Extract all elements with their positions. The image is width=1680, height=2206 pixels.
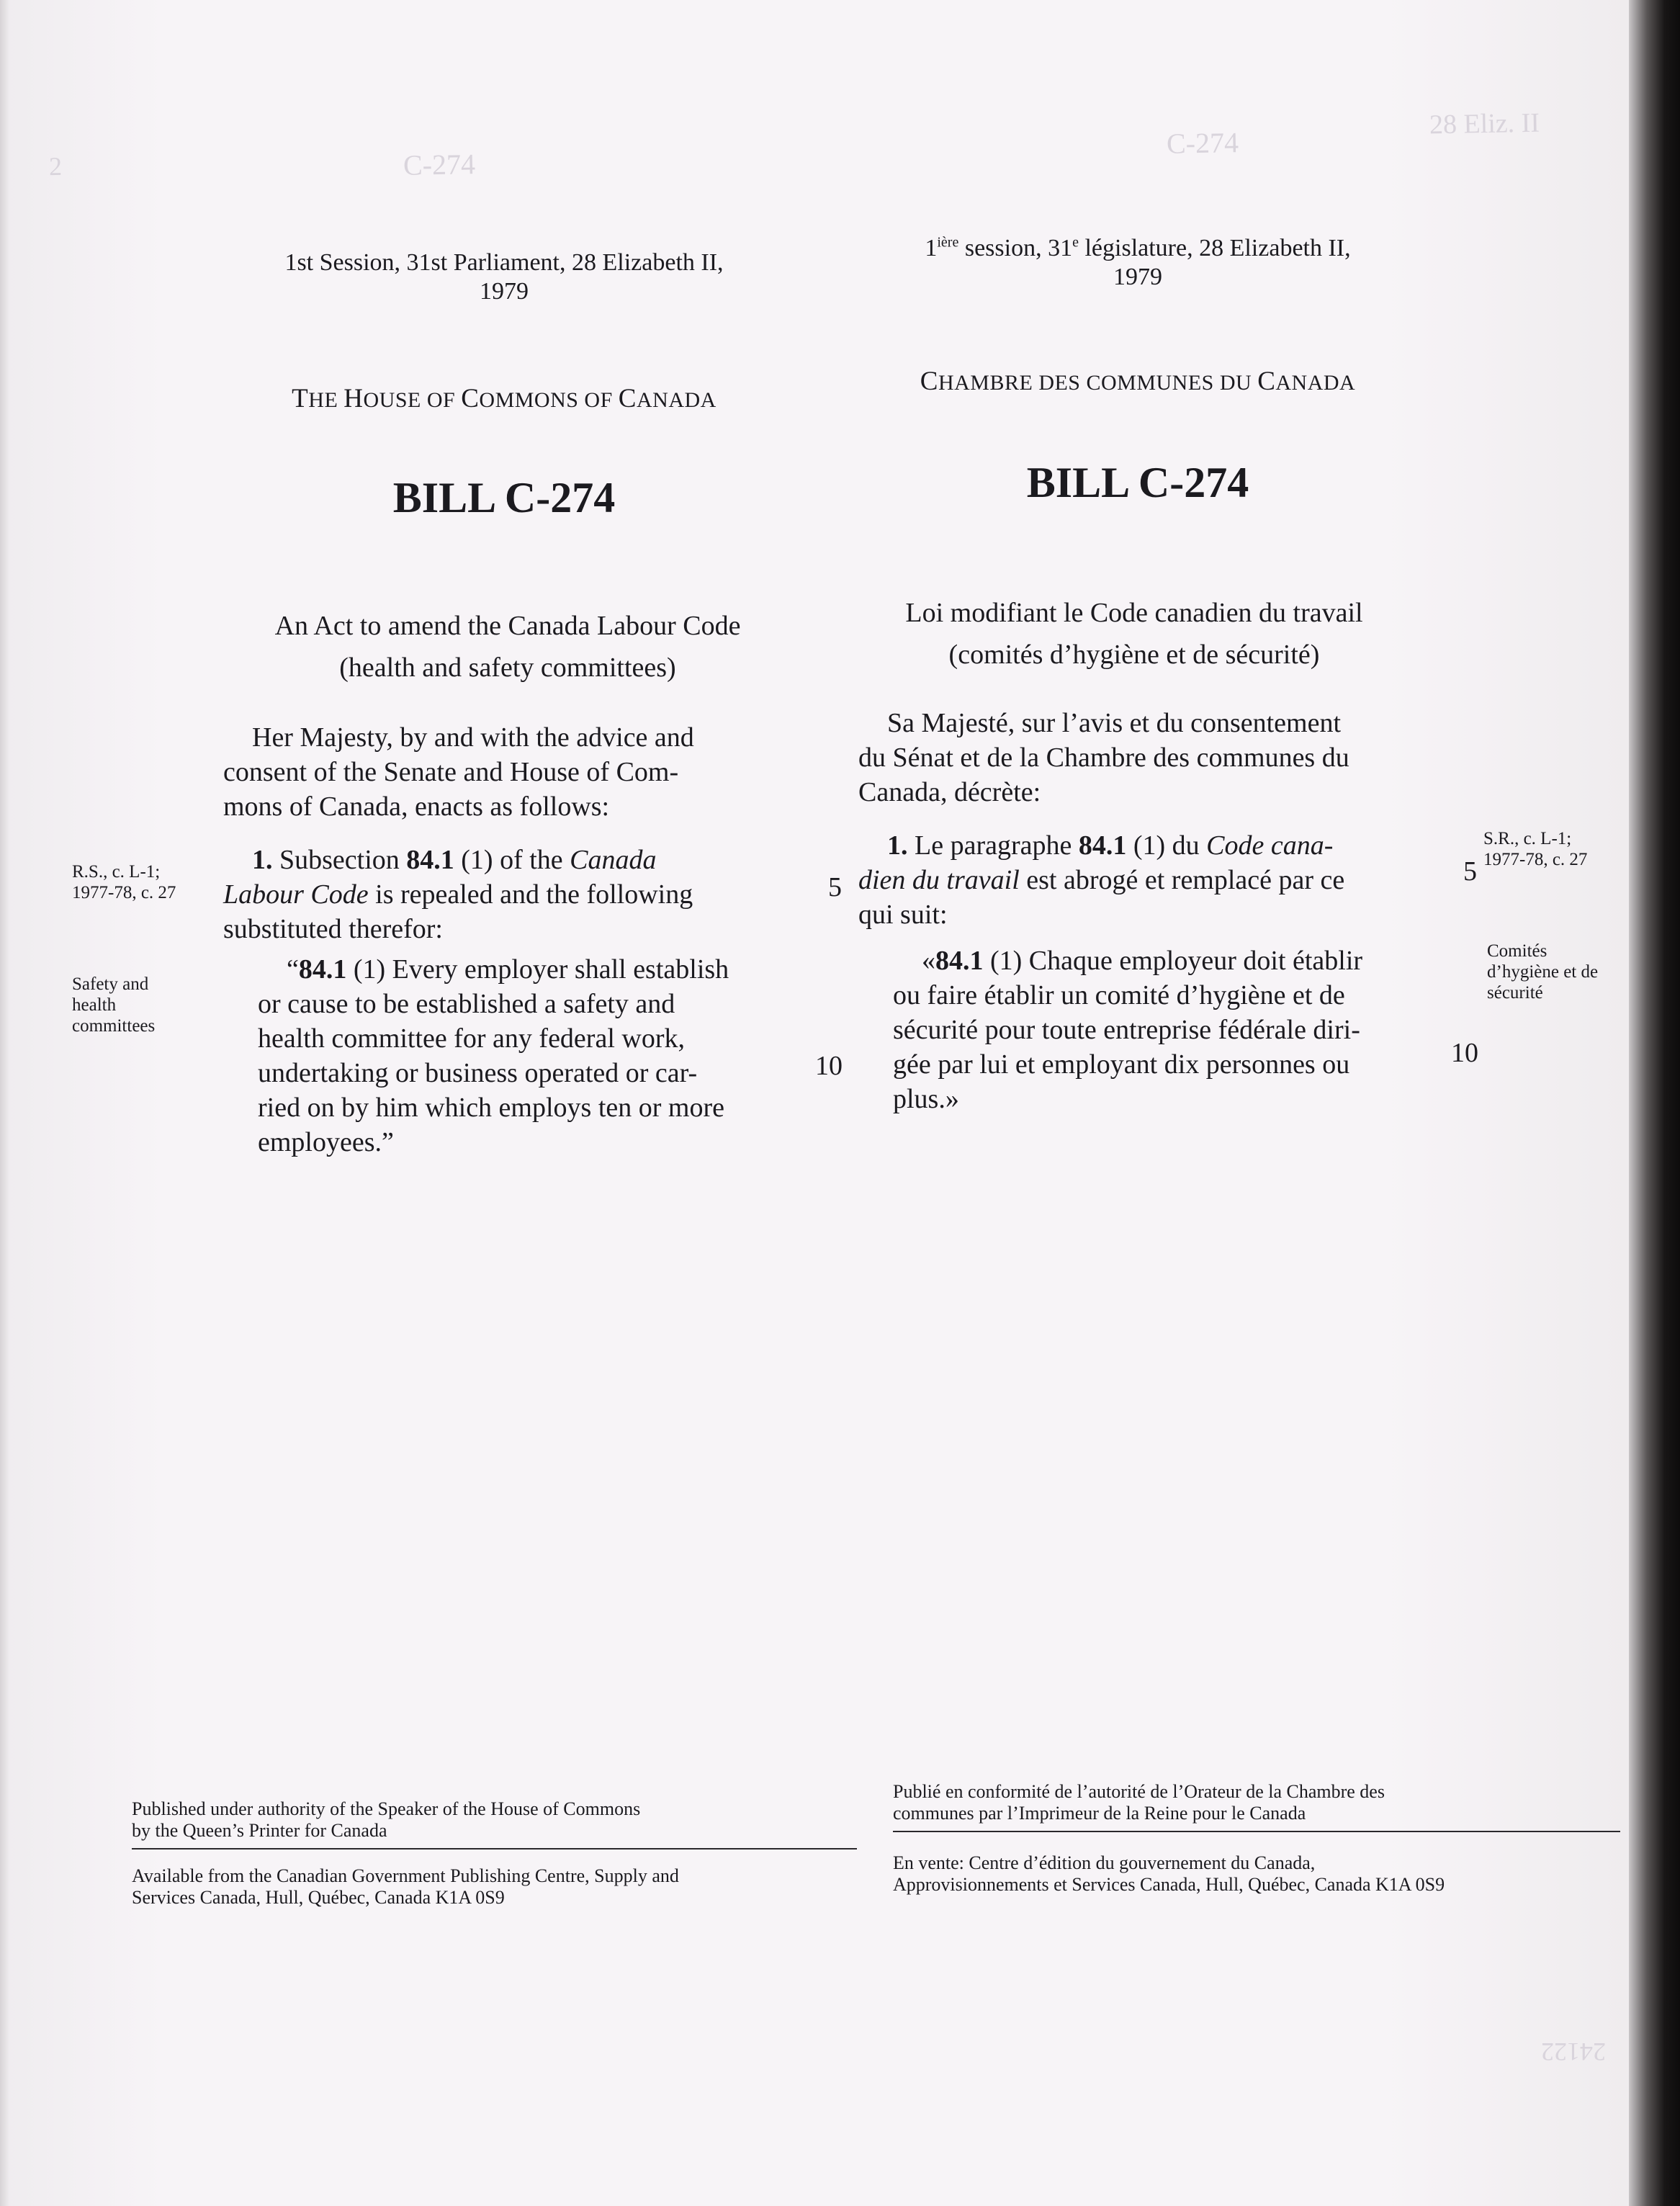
en-quoted-line: ried on by him which employs ten or more bbox=[258, 1093, 724, 1123]
fr-quoted-line: sécurité pour toute entreprise fédérale diri- bbox=[893, 1015, 1360, 1045]
fr-section-text: est abrogé et remplacé par ce bbox=[1019, 865, 1345, 895]
fr-section-text: (1) du bbox=[1126, 830, 1207, 861]
en-availability-note bbox=[132, 1865, 866, 1909]
bleed-through-header: 28 Eliz. II bbox=[1429, 107, 1540, 140]
fr-quoted-line: ou faire établir un comité d’hygiène et de bbox=[893, 980, 1345, 1010]
en-publisher-note bbox=[132, 1798, 852, 1842]
en-footer-line: Available from the Canadian Government Publishing Centre, Supply and bbox=[132, 1865, 679, 1886]
en-section-text: (1) of the bbox=[454, 845, 570, 875]
en-house-part: T bbox=[292, 384, 309, 413]
en-quote-mark: “ bbox=[287, 954, 299, 985]
fr-footer-rule bbox=[893, 1831, 1620, 1832]
fr-session-text: législature, 28 Elizabeth II, bbox=[1078, 235, 1351, 261]
fr-house-part: C bbox=[920, 367, 938, 396]
fr-quoted-ref: 84.1 bbox=[935, 946, 984, 976]
fr-margin-line: 1977-78, c. 27 bbox=[1483, 850, 1588, 869]
fr-session-text: session, 31 bbox=[958, 235, 1073, 261]
fr-enacting-clause bbox=[858, 706, 1440, 810]
fr-section-ref: 84.1 bbox=[1078, 830, 1127, 861]
en-section-text: is repealed and the following bbox=[368, 879, 693, 910]
fr-section-number: 1. bbox=[887, 830, 908, 861]
en-line-number: 5 bbox=[828, 872, 842, 902]
en-enacting-clause bbox=[223, 720, 804, 824]
fr-house-heading bbox=[850, 366, 1426, 397]
en-house-heading bbox=[216, 383, 792, 414]
en-section-1 bbox=[223, 843, 804, 946]
en-house-part: H bbox=[343, 384, 364, 413]
fr-enacting-line: Sa Majesté, sur l’avis et du consentement bbox=[887, 708, 1342, 738]
en-section-ref: 84.1 bbox=[406, 845, 454, 875]
binding-shadow bbox=[1629, 0, 1680, 2206]
en-quoted-line: or cause to be established a safety and bbox=[258, 989, 675, 1019]
fr-act-name: dien du travail bbox=[858, 865, 1020, 895]
fr-availability-note bbox=[893, 1852, 1620, 1896]
fr-quoted-line: (1) Chaque employeur doit établir bbox=[983, 946, 1363, 976]
en-house-part: OUSE OF bbox=[363, 388, 462, 412]
fr-footer-line: Publié en conformité de l’autorité de l’Orateur de la Chambre des bbox=[893, 1781, 1385, 1802]
fr-house-part: C bbox=[1257, 367, 1276, 396]
bleed-through-stamp: 24122 bbox=[1541, 2037, 1606, 2066]
en-enacting-line: Her Majesty, by and with the advice and bbox=[252, 722, 694, 753]
en-quoted-line: health committee for any federal work, bbox=[258, 1023, 685, 1054]
bleed-through-number: C-274 bbox=[1166, 126, 1239, 160]
fr-margin-line: Comités bbox=[1487, 941, 1548, 961]
fr-quote-mark: « bbox=[922, 946, 935, 976]
fr-house-part: HAMBRE DES COMMUNES DU bbox=[938, 371, 1258, 395]
en-margin-line: 1977-78, c. 27 bbox=[72, 883, 176, 902]
fr-footer-line: communes par l’Imprimeur de la Reine pour le Canada bbox=[893, 1803, 1306, 1824]
fr-title-line: Loi modifiant le Code canadien du travail bbox=[905, 598, 1363, 628]
en-act-name: Canada bbox=[570, 845, 657, 875]
fr-line-number: 5 bbox=[1463, 856, 1477, 887]
fr-enacting-line: Canada, décrète: bbox=[858, 777, 1041, 807]
en-session-text: 1st Session, 31st Parliament, 28 Elizabeth II, bbox=[284, 249, 724, 276]
en-house-part: OMMONS OF bbox=[479, 388, 619, 412]
en-act-name: Labour Code bbox=[223, 879, 369, 910]
fr-margin-line: S.R., c. L-1; bbox=[1483, 829, 1572, 848]
fr-footer-line: Approvisionnements et Services Canada, Hull, Québec, Canada K1A 0S9 bbox=[893, 1874, 1445, 1895]
en-enacting-line: mons of Canada, enacts as follows: bbox=[223, 792, 610, 822]
fr-margin-line: d’hygiène et de bbox=[1487, 962, 1599, 982]
fr-house-part: ANADA bbox=[1275, 371, 1356, 395]
en-session-line bbox=[216, 248, 792, 306]
en-section-number: 1. bbox=[252, 845, 273, 875]
en-margin-heading bbox=[72, 974, 155, 1036]
en-quoted-line: (1) Every employer shall establish bbox=[346, 954, 729, 985]
fr-title-line: (comités d’hygiène et de sécurité) bbox=[948, 640, 1320, 670]
en-margin-line: health bbox=[72, 995, 117, 1015]
en-quoted-section bbox=[258, 952, 807, 1160]
en-margin-line: committees bbox=[72, 1016, 156, 1036]
en-quoted-line: employees.” bbox=[258, 1127, 394, 1157]
en-footer-rule bbox=[132, 1848, 857, 1849]
en-margin-line: Safety and bbox=[72, 974, 149, 994]
en-line-number: 10 bbox=[815, 1051, 843, 1081]
fr-margin-heading bbox=[1487, 941, 1598, 1003]
en-footer-line: Services Canada, Hull, Québec, Canada K1A 0S9 bbox=[132, 1887, 505, 1908]
fr-quoted-line: plus.» bbox=[893, 1084, 959, 1114]
fr-line-number: 10 bbox=[1451, 1038, 1478, 1068]
en-footer-line: Published under authority of the Speaker of the House of Commons bbox=[132, 1798, 641, 1819]
en-house-part: ANADA bbox=[636, 388, 717, 412]
en-house-part: HE bbox=[308, 388, 344, 412]
en-session-year: 1979 bbox=[480, 278, 529, 305]
en-quoted-ref: 84.1 bbox=[298, 954, 347, 985]
en-section-text: Subsection bbox=[272, 845, 407, 875]
fr-margin-citation bbox=[1483, 828, 1587, 870]
en-title-line: An Act to amend the Canada Labour Code bbox=[274, 611, 741, 641]
fr-bill-number: BILL C-274 bbox=[1026, 459, 1249, 506]
en-footer-line: by the Queen’s Printer for Canada bbox=[132, 1820, 387, 1841]
fr-publisher-note bbox=[893, 1781, 1613, 1824]
fr-session-sup: e bbox=[1072, 234, 1079, 251]
fr-margin-line: sécurité bbox=[1487, 983, 1543, 1003]
en-margin-line: R.S., c. L-1; bbox=[72, 862, 161, 882]
en-quoted-line: undertaking or business operated or car- bbox=[258, 1058, 698, 1088]
fr-quoted-section bbox=[893, 943, 1447, 1116]
fr-session-text: 1 bbox=[925, 235, 938, 261]
fr-session-sup: ière bbox=[937, 234, 959, 251]
en-house-part: C bbox=[461, 384, 480, 413]
fr-act-name: Code cana- bbox=[1206, 830, 1334, 861]
fr-section-text: qui suit: bbox=[858, 900, 948, 930]
en-section-text: substituted therefor: bbox=[223, 914, 443, 944]
fr-bill-title bbox=[828, 592, 1440, 676]
en-house-part: C bbox=[618, 384, 637, 413]
fr-section-1 bbox=[858, 828, 1440, 932]
fr-section-text: Le paragraphe bbox=[907, 830, 1079, 861]
en-bill-title bbox=[202, 605, 814, 689]
fr-session-line bbox=[850, 234, 1426, 292]
en-title-line: (health and safety committees) bbox=[339, 653, 676, 683]
fr-footer-line: En vente: Centre d’édition du gouvernement du Canada, bbox=[893, 1852, 1316, 1873]
en-enacting-line: consent of the Senate and House of Com- bbox=[223, 757, 679, 787]
en-bill-number: BILL C-274 bbox=[392, 474, 616, 521]
page-left-edge bbox=[0, 0, 10, 2206]
fr-session-year: 1979 bbox=[1113, 264, 1162, 290]
fr-enacting-line: du Sénat et de la Chambre des communes du bbox=[858, 743, 1349, 773]
bleed-through-page-number: 2 bbox=[48, 151, 63, 181]
en-margin-citation bbox=[72, 861, 176, 903]
fr-quoted-line: gée par lui et employant dix personnes ou bbox=[893, 1049, 1350, 1080]
bleed-through-number: C-274 bbox=[403, 148, 476, 181]
